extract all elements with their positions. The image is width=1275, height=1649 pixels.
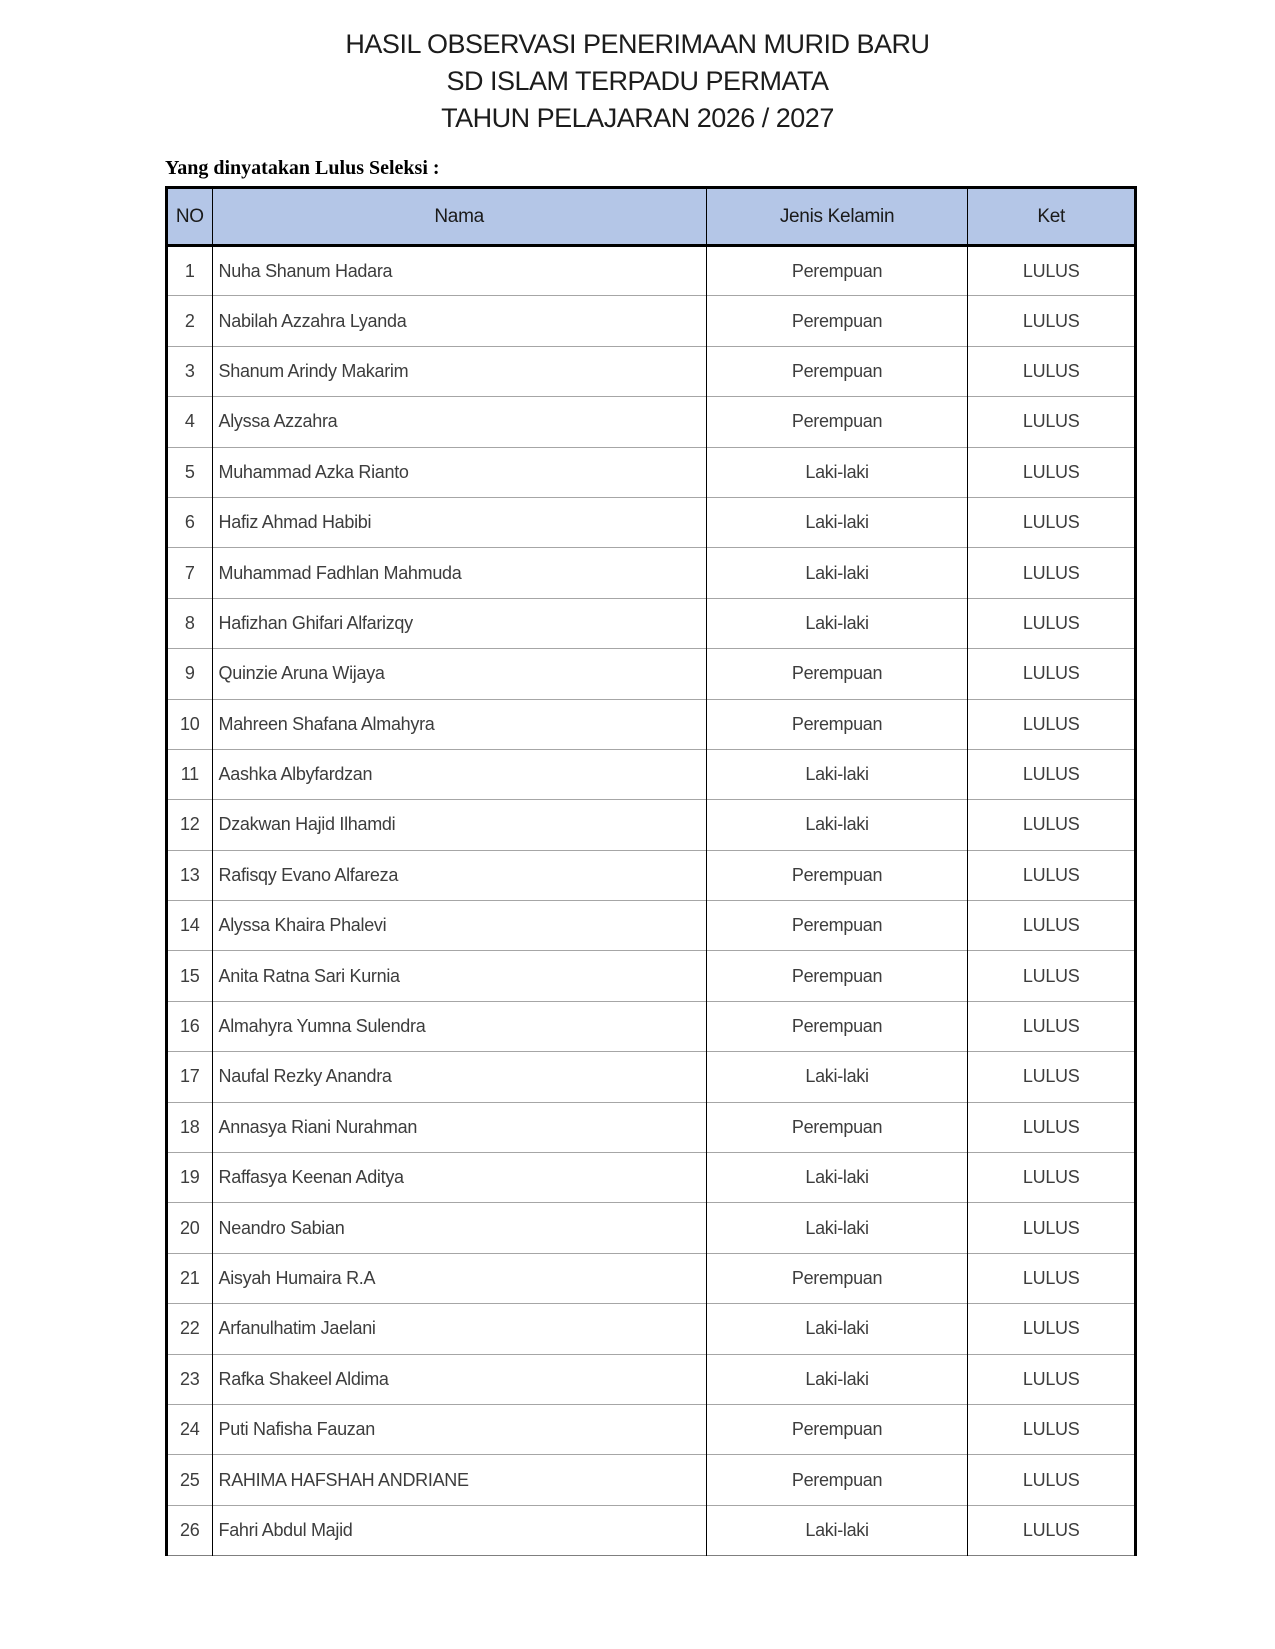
table-row — [167, 497, 1136, 547]
cell-nama: Almahyra Yumna Sulendra — [212, 1001, 706, 1051]
cell-ket: LULUS — [968, 951, 1136, 1001]
cell-no: 15 — [167, 951, 213, 1001]
table-row — [167, 346, 1136, 396]
cell-ket: LULUS — [968, 1052, 1136, 1102]
table-row — [167, 800, 1136, 850]
cell-no: 13 — [167, 850, 213, 900]
table-row — [167, 901, 1136, 951]
table-row — [167, 1505, 1136, 1555]
table-row — [167, 246, 1136, 296]
cell-jenis-kelamin: Laki-laki — [706, 447, 968, 497]
cell-ket: LULUS — [968, 800, 1136, 850]
column-header-ket: Ket — [968, 188, 1136, 246]
cell-jenis-kelamin: Laki-laki — [706, 1354, 968, 1404]
table-row — [167, 850, 1136, 900]
table-row — [167, 548, 1136, 598]
cell-jenis-kelamin: Perempuan — [706, 397, 968, 447]
cell-jenis-kelamin: Laki-laki — [706, 1203, 968, 1253]
cell-ket: LULUS — [968, 649, 1136, 699]
cell-nama: Muhammad Fadhlan Mahmuda — [212, 548, 706, 598]
cell-no: 26 — [167, 1505, 213, 1555]
cell-nama: Muhammad Azka Rianto — [212, 447, 706, 497]
cell-ket: LULUS — [968, 1505, 1136, 1555]
table-row — [167, 1153, 1136, 1203]
cell-ket: LULUS — [968, 447, 1136, 497]
cell-no: 18 — [167, 1102, 213, 1152]
cell-no: 25 — [167, 1455, 213, 1505]
cell-nama: Raffasya Keenan Aditya — [212, 1153, 706, 1203]
cell-ket: LULUS — [968, 598, 1136, 648]
table-row — [167, 1203, 1136, 1253]
cell-ket: LULUS — [968, 1203, 1136, 1253]
cell-nama: Shanum Arindy Makarim — [212, 346, 706, 396]
cell-ket: LULUS — [968, 497, 1136, 547]
cell-ket: LULUS — [968, 1404, 1136, 1454]
cell-jenis-kelamin: Laki-laki — [706, 1505, 968, 1555]
cell-nama: Neandro Sabian — [212, 1203, 706, 1253]
column-header-no: NO — [167, 188, 213, 246]
cell-nama: Mahreen Shafana Almahyra — [212, 699, 706, 749]
title-line-1: HASIL OBSERVASI PENERIMAAN MURID BARU — [345, 29, 930, 59]
cell-ket: LULUS — [968, 1102, 1136, 1152]
title-line-2: SD ISLAM TERPADU PERMATA — [446, 66, 829, 96]
cell-nama: Dzakwan Hajid Ilhamdi — [212, 800, 706, 850]
table-header-row — [167, 188, 1136, 246]
table-row — [167, 1102, 1136, 1152]
cell-jenis-kelamin: Perempuan — [706, 649, 968, 699]
cell-nama: Nabilah Azzahra Lyanda — [212, 296, 706, 346]
table-row — [167, 296, 1136, 346]
cell-jenis-kelamin: Perempuan — [706, 246, 968, 296]
students-table-body — [167, 246, 1136, 1556]
cell-jenis-kelamin: Laki-laki — [706, 1153, 968, 1203]
cell-ket: LULUS — [968, 296, 1136, 346]
cell-no: 11 — [167, 749, 213, 799]
cell-nama: Arfanulhatim Jaelani — [212, 1304, 706, 1354]
cell-jenis-kelamin: Perempuan — [706, 850, 968, 900]
cell-no: 8 — [167, 598, 213, 648]
cell-ket: LULUS — [968, 850, 1136, 900]
cell-nama: Hafizhan Ghifari Alfarizqy — [212, 598, 706, 648]
students-table — [165, 186, 1137, 1556]
cell-jenis-kelamin: Laki-laki — [706, 1052, 968, 1102]
cell-nama: Alyssa Azzahra — [212, 397, 706, 447]
table-row — [167, 1304, 1136, 1354]
cell-jenis-kelamin: Perempuan — [706, 901, 968, 951]
cell-jenis-kelamin: Perempuan — [706, 1001, 968, 1051]
cell-nama: Annasya Riani Nurahman — [212, 1102, 706, 1152]
cell-no: 12 — [167, 800, 213, 850]
cell-jenis-kelamin: Perempuan — [706, 296, 968, 346]
cell-jenis-kelamin: Perempuan — [706, 346, 968, 396]
cell-ket: LULUS — [968, 246, 1136, 296]
cell-nama: RAHIMA HAFSHAH ANDRIANE — [212, 1455, 706, 1505]
table-row — [167, 1052, 1136, 1102]
cell-jenis-kelamin: Perempuan — [706, 1455, 968, 1505]
cell-no: 1 — [167, 246, 213, 296]
cell-ket: LULUS — [968, 1354, 1136, 1404]
cell-no: 23 — [167, 1354, 213, 1404]
cell-nama: Aisyah Humaira R.A — [212, 1253, 706, 1303]
cell-ket: LULUS — [968, 1153, 1136, 1203]
cell-ket: LULUS — [968, 346, 1136, 396]
table-row — [167, 1354, 1136, 1404]
cell-nama: Aashka Albyfardzan — [212, 749, 706, 799]
cell-ket: LULUS — [968, 397, 1136, 447]
cell-no: 10 — [167, 699, 213, 749]
cell-jenis-kelamin: Perempuan — [706, 1253, 968, 1303]
cell-nama: Anita Ratna Sari Kurnia — [212, 951, 706, 1001]
cell-no: 22 — [167, 1304, 213, 1354]
table-row — [167, 951, 1136, 1001]
cell-no: 19 — [167, 1153, 213, 1203]
cell-jenis-kelamin: Perempuan — [706, 1404, 968, 1454]
cell-ket: LULUS — [968, 749, 1136, 799]
cell-jenis-kelamin: Laki-laki — [706, 749, 968, 799]
cell-no: 17 — [167, 1052, 213, 1102]
cell-jenis-kelamin: Perempuan — [706, 951, 968, 1001]
cell-no: 4 — [167, 397, 213, 447]
cell-no: 5 — [167, 447, 213, 497]
cell-ket: LULUS — [968, 1253, 1136, 1303]
table-row — [167, 1001, 1136, 1051]
cell-no: 9 — [167, 649, 213, 699]
cell-nama: Alyssa Khaira Phalevi — [212, 901, 706, 951]
document-title — [0, 26, 1275, 137]
cell-nama: Fahri Abdul Majid — [212, 1505, 706, 1555]
cell-nama: Puti Nafisha Fauzan — [212, 1404, 706, 1454]
table-row — [167, 397, 1136, 447]
table-row — [167, 1253, 1136, 1303]
cell-nama: Quinzie Aruna Wijaya — [212, 649, 706, 699]
table-row — [167, 699, 1136, 749]
cell-no: 20 — [167, 1203, 213, 1253]
table-row — [167, 649, 1136, 699]
cell-jenis-kelamin: Laki-laki — [706, 497, 968, 547]
cell-nama: Rafisqy Evano Alfareza — [212, 850, 706, 900]
cell-jenis-kelamin: Perempuan — [706, 1102, 968, 1152]
table-row — [167, 749, 1136, 799]
cell-no: 7 — [167, 548, 213, 598]
cell-ket: LULUS — [968, 548, 1136, 598]
table-row — [167, 598, 1136, 648]
cell-ket: LULUS — [968, 1001, 1136, 1051]
cell-nama: Naufal Rezky Anandra — [212, 1052, 706, 1102]
table-row — [167, 1404, 1136, 1454]
cell-ket: LULUS — [968, 1455, 1136, 1505]
title-line-3: TAHUN PELAJARAN 2026 / 2027 — [441, 103, 834, 133]
cell-nama: Rafka Shakeel Aldima — [212, 1354, 706, 1404]
table-row — [167, 447, 1136, 497]
cell-ket: LULUS — [968, 901, 1136, 951]
table-row — [167, 1455, 1136, 1505]
cell-jenis-kelamin: Perempuan — [706, 699, 968, 749]
cell-no: 14 — [167, 901, 213, 951]
cell-no: 21 — [167, 1253, 213, 1303]
column-header-jenis-kelamin: Jenis Kelamin — [706, 188, 968, 246]
section-label-lulus-seleksi: Yang dinyatakan Lulus Seleksi : — [165, 157, 440, 179]
cell-jenis-kelamin: Laki-laki — [706, 598, 968, 648]
cell-no: 6 — [167, 497, 213, 547]
cell-ket: LULUS — [968, 699, 1136, 749]
cell-jenis-kelamin: Laki-laki — [706, 800, 968, 850]
cell-jenis-kelamin: Laki-laki — [706, 548, 968, 598]
cell-no: 16 — [167, 1001, 213, 1051]
cell-no: 24 — [167, 1404, 213, 1454]
cell-nama: Nuha Shanum Hadara — [212, 246, 706, 296]
cell-ket: LULUS — [968, 1304, 1136, 1354]
cell-no: 3 — [167, 346, 213, 396]
column-header-nama: Nama — [212, 188, 706, 246]
cell-no: 2 — [167, 296, 213, 346]
cell-jenis-kelamin: Laki-laki — [706, 1304, 968, 1354]
cell-nama: Hafiz Ahmad Habibi — [212, 497, 706, 547]
